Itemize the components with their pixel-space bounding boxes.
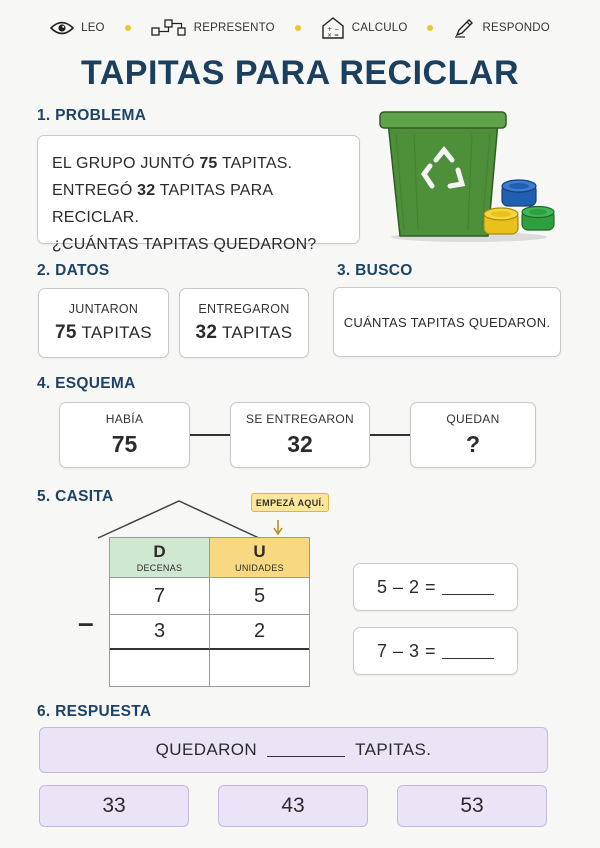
separator-dot: [427, 25, 433, 31]
cell-row1-u: 5: [210, 578, 309, 615]
column-decenas: D DECENAS: [110, 538, 210, 578]
answer-blank[interactable]: [267, 743, 345, 757]
pencil-icon: [453, 17, 475, 39]
datos-value: 75 TAPITAS: [55, 322, 152, 343]
esquema-connector: [190, 434, 230, 436]
step-calculo: [321, 17, 408, 39]
datos-card-juntaron: [38, 288, 169, 358]
step-label: LEO: [81, 22, 105, 34]
esquema-connector: [370, 434, 410, 436]
cell-result-u[interactable]: [210, 650, 309, 686]
step-label: CALCULO: [351, 22, 408, 34]
page-title: TAPITAS PARA RECICLAR: [80, 54, 519, 92]
datos-label: ENTREGARON: [198, 302, 290, 316]
calculator-house-icon: [321, 17, 345, 39]
section-heading-esquema: 4. ESQUEMA: [37, 375, 136, 392]
steps-bar: [0, 14, 600, 42]
minus-sign: –: [78, 607, 94, 638]
problem-line-3: ¿CUÁNTAS TAPITAS QUEDARON?: [52, 236, 317, 253]
datos-value: 32 TAPITAS: [195, 322, 293, 343]
recycling-bin-illustration: [374, 104, 564, 244]
operation-tens: 7 – 3 =: [353, 627, 518, 675]
step-leo: [50, 20, 105, 36]
section-heading-problema: 1. PROBLEMA: [37, 107, 147, 124]
cell-row2-d: 3: [110, 615, 210, 650]
esquema-box-entregaron: SE ENTREGARON 32: [230, 402, 370, 468]
svg-text:−: −: [333, 26, 339, 33]
cell-row2-u: 2: [210, 615, 309, 650]
datos-card-entregaron: [179, 288, 309, 358]
svg-text:=: =: [333, 32, 339, 39]
start-here-note: EMPEZÁ AQUÍ.: [251, 493, 329, 512]
step-label: RESPONDO: [482, 22, 550, 34]
busco-card: CUÁNTAS TAPITAS QUEDARON.: [333, 287, 561, 357]
separator-dot: [125, 25, 131, 31]
answer-blank[interactable]: [442, 643, 494, 659]
option-button[interactable]: 43: [218, 785, 368, 827]
section-heading-busco: 3. BUSCO: [337, 262, 413, 279]
option-button[interactable]: 33: [39, 785, 189, 827]
step-label: REPRESENTO: [193, 22, 275, 34]
section-heading-casita: 5. CASITA: [37, 488, 114, 505]
step-respondo: [453, 17, 549, 39]
operation-units: 5 – 2 =: [353, 563, 518, 611]
svg-text:+: +: [326, 26, 332, 33]
column-unidades: U UNIDADES: [210, 538, 309, 578]
diagram-icon: [151, 19, 187, 37]
problem-card: [37, 135, 360, 253]
bottle-caps: [484, 180, 554, 234]
esquema-box-quedan: QUEDAN ?: [410, 402, 536, 468]
datos-label: JUNTARON: [68, 302, 139, 316]
problem-line-1: EL GRUPO JUNTÓ 75 TAPITAS.: [52, 155, 293, 172]
eye-icon: [50, 20, 74, 36]
step-represento: [151, 19, 275, 37]
cell-result-d[interactable]: [110, 650, 210, 686]
answer-blank[interactable]: [442, 579, 494, 595]
answer-sentence: QUEDARON TAPITAS.: [39, 727, 548, 773]
svg-text:×: ×: [326, 32, 332, 39]
problem-line-2: ENTREGÓ 32 TAPITAS PARA RECICLAR.: [52, 182, 273, 226]
place-value-house: [109, 537, 310, 687]
section-heading-respuesta: 6. RESPUESTA: [37, 703, 152, 720]
cell-row1-d: 7: [110, 578, 210, 615]
separator-dot: [295, 25, 301, 31]
esquema-box-habia: HABÍA 75: [59, 402, 190, 468]
option-button[interactable]: 53: [397, 785, 547, 827]
section-heading-datos: 2. DATOS: [37, 262, 110, 279]
